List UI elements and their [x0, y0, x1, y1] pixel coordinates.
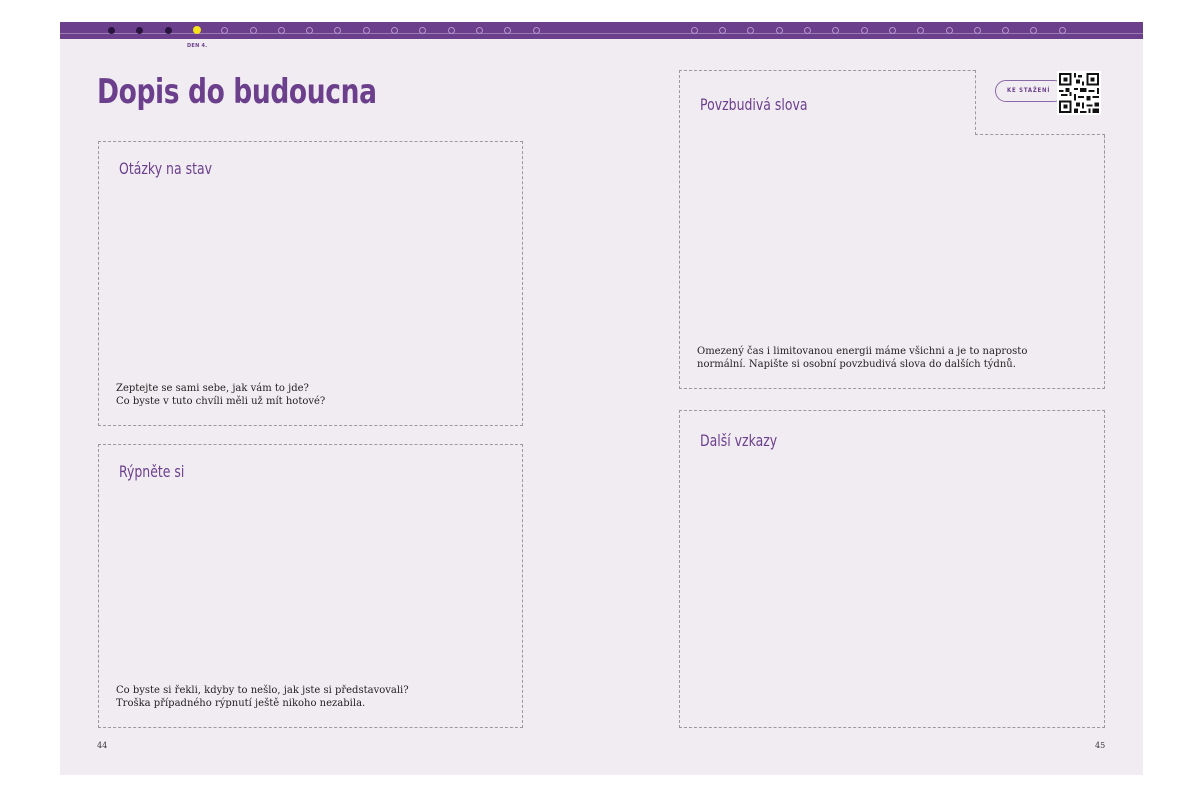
section-prompt: [116, 685, 409, 710]
progress-marker: [108, 27, 115, 34]
page-number-right: 45: [1095, 741, 1106, 750]
section-box-other-messages: [679, 410, 1105, 728]
progress-marker: [363, 27, 370, 34]
section-title: Otázky na stav: [119, 159, 213, 178]
progress-marker: [476, 27, 483, 34]
notch-border: [975, 70, 976, 135]
progress-marker: [946, 27, 953, 34]
progress-marker: [889, 27, 896, 34]
section-prompt: [116, 383, 325, 408]
progress-marker: [391, 27, 398, 34]
download-label: KE STAŽENÍ: [1007, 87, 1051, 94]
section-prompt-line: Co byste si řekli, kdyby to nešlo, jak jste si představovali?: [116, 685, 409, 696]
section-title: Další vzkazy: [700, 431, 778, 450]
section-prompt-line: Zeptejte se sami sebe, jak vám to jde?: [116, 383, 309, 394]
page-title: Dopis do budoucna: [97, 72, 377, 112]
progress-marker: [278, 27, 285, 34]
section-prompt-line: Troška případného rýpnutí ještě nikoho nezabila.: [116, 697, 366, 709]
notch-border: [1104, 134, 1105, 154]
progress-marker: [776, 27, 783, 34]
progress-marker: [804, 27, 811, 34]
page-number-left: 44: [97, 741, 108, 750]
progress-marker: [250, 27, 257, 34]
section-prompt-line: Omezený čas i limitovanou energii máme všichni a je to naprosto: [697, 346, 1028, 357]
book-spread: [60, 22, 1143, 775]
section-title: Povzbudivá slova: [700, 95, 808, 114]
day-label: DEN 4.: [187, 43, 208, 49]
qr-code-icon[interactable]: [1057, 71, 1101, 115]
progress-marker: [974, 27, 981, 34]
download-button[interactable]: [995, 80, 1065, 102]
progress-marker: [533, 27, 540, 34]
section-prompt: [697, 346, 1027, 371]
section-title: Rýpněte si: [119, 462, 185, 481]
progress-marker: [861, 27, 868, 34]
progress-marker: [448, 27, 455, 34]
section-prompt-line: normální. Napište si osobní povzbudivá slova do dalších týdnů.: [697, 358, 1016, 370]
progress-marker: [691, 27, 698, 34]
section-box-nudge: [98, 444, 523, 728]
section-box-status-questions: [98, 141, 523, 426]
progress-marker: [1059, 27, 1066, 34]
progress-marker: [193, 26, 201, 34]
qr-code-graphic: [1057, 71, 1101, 115]
progress-bar: [60, 22, 1143, 39]
section-prompt-line: Co byste v tuto chvíli měli už mít hotové?: [116, 395, 326, 407]
notch-border: [975, 134, 1105, 135]
progress-marker: [165, 27, 172, 34]
